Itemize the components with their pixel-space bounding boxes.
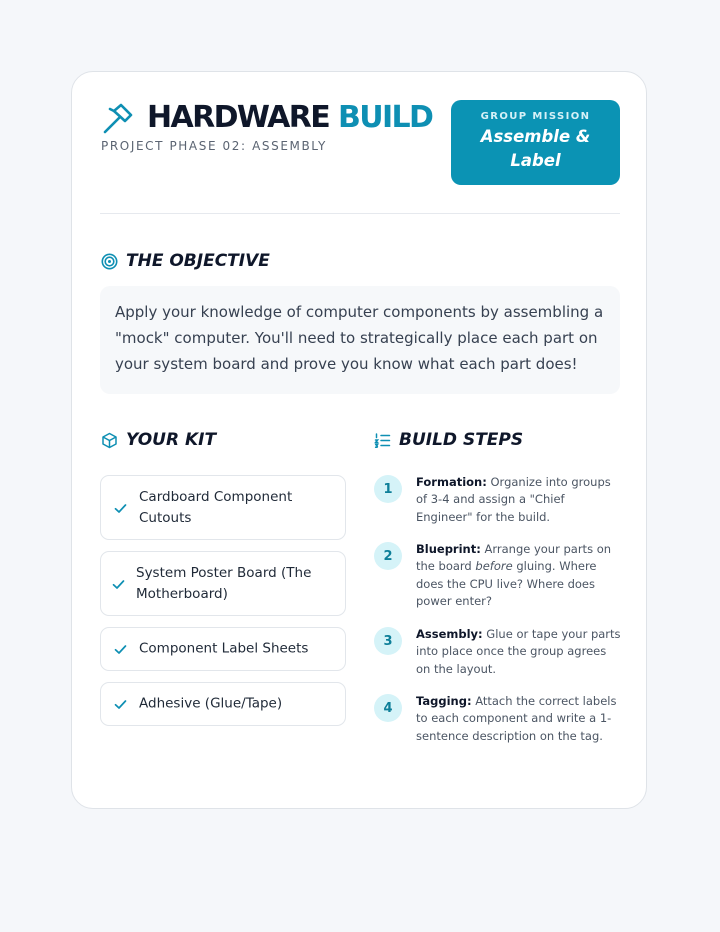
step-number-badge: 3: [374, 627, 402, 655]
page-subtitle: PROJECT PHASE 02: ASSEMBLY: [101, 139, 327, 153]
step-title: Tagging:: [416, 694, 472, 708]
step-number-badge: 2: [374, 542, 402, 570]
kit-item-label: Adhesive (Glue/Tape): [139, 695, 283, 712]
step-description-cont: gluing. Where does the CPU live? Where does power enter?: [416, 559, 597, 608]
page-title: [147, 96, 432, 140]
steps-heading: [374, 430, 523, 450]
objective-text: Apply your knowledge of computer components by assembling a "mock" computer. You'll need to strategically place each part on your system board and prove you know what each part does!: [100, 286, 620, 394]
objective-heading: [101, 251, 270, 271]
kit-item-label: Cardboard Component Cutouts: [139, 488, 293, 526]
check-icon: [111, 577, 126, 592]
objective-heading-text: THE OBJECTIVE: [126, 251, 270, 271]
step-description: Arrange your parts on the board: [416, 542, 612, 574]
step-description: Organize into groups of 3-4 and assign a "Chief Engineer" for the build.: [416, 475, 611, 524]
step-title: Formation:: [416, 475, 487, 489]
kit-item: [100, 627, 346, 671]
header-divider: [100, 213, 620, 214]
step-text: [416, 693, 624, 745]
hammer-icon: [100, 102, 134, 136]
step-title: Assembly:: [416, 627, 483, 641]
check-icon: [113, 501, 128, 516]
steps-heading-text: BUILD STEPS: [399, 430, 524, 450]
box-icon: [101, 432, 118, 449]
step-title: Blueprint:: [416, 542, 481, 556]
kit-item-label: System Poster Board (The Motherboard): [136, 564, 312, 602]
numbered-list-icon: [374, 432, 391, 449]
title-part-2: BUILD: [337, 100, 433, 135]
step-text: [416, 474, 624, 526]
step-emphasis: before: [475, 559, 513, 574]
step-description: Glue or tape your parts into place once the group agrees on the layout.: [416, 627, 621, 676]
kit-heading: [101, 430, 216, 450]
kit-item-label: Component Label Sheets: [139, 640, 309, 657]
step-number-badge: 1: [374, 475, 402, 503]
mission-label: GROUP MISSION: [480, 111, 591, 122]
step-number-badge: 4: [374, 694, 402, 722]
group-mission-badge: [451, 100, 620, 185]
check-icon: [113, 697, 128, 712]
title-part-1: HARDWARE: [147, 100, 330, 135]
step-text: [416, 541, 624, 610]
target-icon: [101, 253, 118, 270]
step-description: Attach the correct labels to each component and write a 1-sentence description on the tag.: [416, 694, 617, 743]
kit-item: [100, 475, 346, 540]
check-icon: [113, 642, 128, 657]
kit-heading-text: YOUR KIT: [126, 430, 217, 450]
kit-item: [100, 551, 346, 616]
kit-item: [100, 682, 346, 726]
step-text: [416, 626, 624, 678]
mission-value: Assemble & Label: [480, 127, 591, 170]
